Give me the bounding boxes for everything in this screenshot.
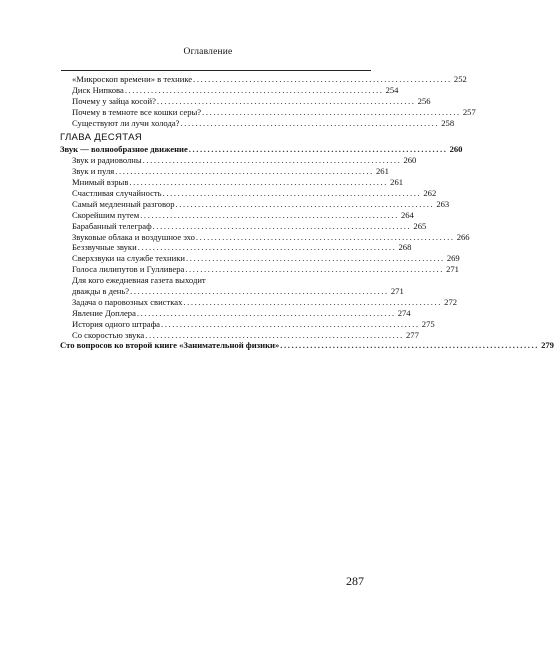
toc-entry[interactable] [60, 106, 476, 118]
leader-dots: ..................................................................... [152, 220, 412, 231]
leader-dots: ..................................................................... [124, 84, 384, 95]
toc-entry-title: Диск Нипкова [72, 84, 124, 95]
toc-entry-page: 274 [397, 307, 411, 318]
toc-entry-page: 254 [385, 84, 399, 95]
toc-entry-title: Голоса лилипутов и Гулливера [72, 264, 185, 275]
page-number: 287 [346, 574, 364, 588]
toc-entry-title: Барабанный телеграф [72, 220, 152, 231]
leader-dots: ..................................................................... [137, 242, 397, 253]
toc-entry[interactable] [60, 253, 460, 264]
toc-entry-page: 277 [405, 329, 419, 340]
toc-entry[interactable] [60, 296, 458, 308]
toc-entry[interactable] [60, 95, 431, 107]
toc-entry-title: Беззвучные звуки [72, 242, 137, 253]
leader-dots: ..................................................................... [180, 117, 440, 128]
toc-entry[interactable] [60, 117, 455, 129]
leader-dots: ..................................................................... [161, 318, 420, 329]
final-entry-title: Сто вопросов ко второй книге «Занимательной физики» [60, 340, 280, 351]
leader-dots: ..................................................................... [183, 296, 443, 307]
toc-entry-title-line1[interactable]: Для кого ежедневная газета выходит [72, 275, 206, 286]
toc-entry-title: Почему у зайца косой? [72, 95, 156, 106]
toc-entry-title: Мнимый взрыв [72, 177, 129, 188]
toc-entry[interactable] [60, 209, 414, 221]
toc-entry-page: 272 [444, 296, 458, 307]
running-header: Оглавление [183, 47, 233, 57]
toc-entry-page: 258 [441, 117, 455, 128]
header-rule [61, 70, 371, 71]
leader-dots: ..................................................................... [162, 188, 422, 199]
toc-entry[interactable] [60, 329, 419, 341]
leader-dots: ..................................................................... [129, 177, 389, 188]
toc-entry-page: 261 [390, 177, 404, 188]
toc-entry[interactable] [60, 198, 450, 210]
toc-entry[interactable] [60, 220, 427, 232]
toc-entry[interactable] [60, 155, 417, 166]
toc-entry-page: 257 [462, 106, 476, 117]
leader-dots: ..................................................................... [193, 74, 452, 84]
toc-entry[interactable] [60, 166, 389, 177]
toc-entry[interactable] [60, 286, 404, 297]
toc-entry-page: 269 [446, 253, 460, 264]
toc-entry[interactable] [60, 84, 399, 96]
toc-entry-page: 268 [398, 242, 412, 253]
final-entry-page: 279 [541, 340, 554, 351]
toc-entry[interactable] [60, 177, 404, 188]
toc-entry-page: 265 [413, 220, 427, 231]
toc-entry-page: 271 [446, 264, 459, 275]
leader-dots: ..................................................................... [156, 95, 416, 106]
toc-entry-title: Сверхзвуки на службе техники [72, 253, 186, 264]
toc-entry-page: 264 [400, 209, 414, 220]
leader-dots: ..................................................................... [130, 286, 389, 297]
toc-entry-page: 261 [375, 166, 389, 177]
toc-entry-title: Счастливая случайность [72, 188, 162, 199]
toc-entry-page: 263 [436, 198, 450, 209]
leader-dots: ..................................................................... [185, 264, 444, 275]
toc-entry-title-line2: дважды в день? [72, 286, 130, 297]
toc-entry-title: Явление Доплера [72, 307, 136, 318]
toc-entry-page: 262 [423, 188, 437, 199]
toc-entry-title: Самый медленный разговор [72, 198, 175, 209]
chapter-page: 260 [449, 144, 463, 155]
toc-entry-page: 275 [421, 318, 435, 329]
toc-entry-title: Звуковые облака и воздушное эхо [72, 231, 195, 242]
toc-entry-title: Существуют ли лучи холода? [72, 117, 180, 128]
toc-entry-title: Задача о паровозных свистках [72, 296, 183, 307]
leader-dots: ..................................................................... [145, 329, 404, 340]
leader-dots: ..................................................................... [136, 307, 396, 318]
toc-entry[interactable] [60, 231, 470, 243]
toc-entry-page: 260 [403, 155, 417, 166]
toc-entry[interactable] [60, 307, 411, 319]
leader-dots: ..................................................................... [186, 253, 445, 264]
leader-dots: ..................................................................... [195, 231, 455, 242]
leader-dots: ..................................................................... [142, 155, 402, 166]
chapter-heading: ГЛАВА ДЕСЯТАЯ [60, 132, 143, 144]
toc-entry-page: 271 [390, 286, 404, 297]
toc-entry[interactable] [60, 318, 435, 330]
toc-entry-page: 266 [456, 231, 470, 242]
toc-entry-title: Скорейшим путем [72, 209, 140, 220]
toc-entry-page: 256 [417, 95, 431, 106]
final-entry[interactable] [60, 340, 554, 351]
toc-entry-title: История одного штрафа [72, 318, 161, 329]
toc-entry-title: «Микроскоп времени» в технике [72, 74, 193, 84]
leader-dots: ..................................................................... [140, 209, 399, 220]
toc-entry[interactable] [60, 188, 437, 199]
leader-dots: ..................................................................... [280, 340, 539, 351]
leader-dots: ..................................................................... [175, 198, 435, 209]
leader-dots: ..................................................................... [188, 144, 448, 155]
toc-entry[interactable] [60, 242, 412, 253]
toc-entry-title: Звук и радиоволны [72, 155, 142, 166]
toc-entry-title: Звук и пуля [72, 166, 115, 177]
table-of-contents [60, 74, 554, 351]
toc-entry[interactable] [60, 264, 459, 275]
chapter-title-entry[interactable] [60, 144, 463, 155]
toc-entry-title: Почему в темноте все кошки серы? [72, 106, 202, 117]
toc-entry-page: 252 [453, 74, 467, 84]
leader-dots: ..................................................................... [115, 166, 374, 177]
chapter-title: Звук — волнообразное движение [60, 144, 188, 155]
toc-entry-title: Со скоростью звука [72, 329, 145, 340]
toc-entry[interactable] [60, 74, 467, 85]
leader-dots: ..................................................................... [202, 106, 461, 117]
